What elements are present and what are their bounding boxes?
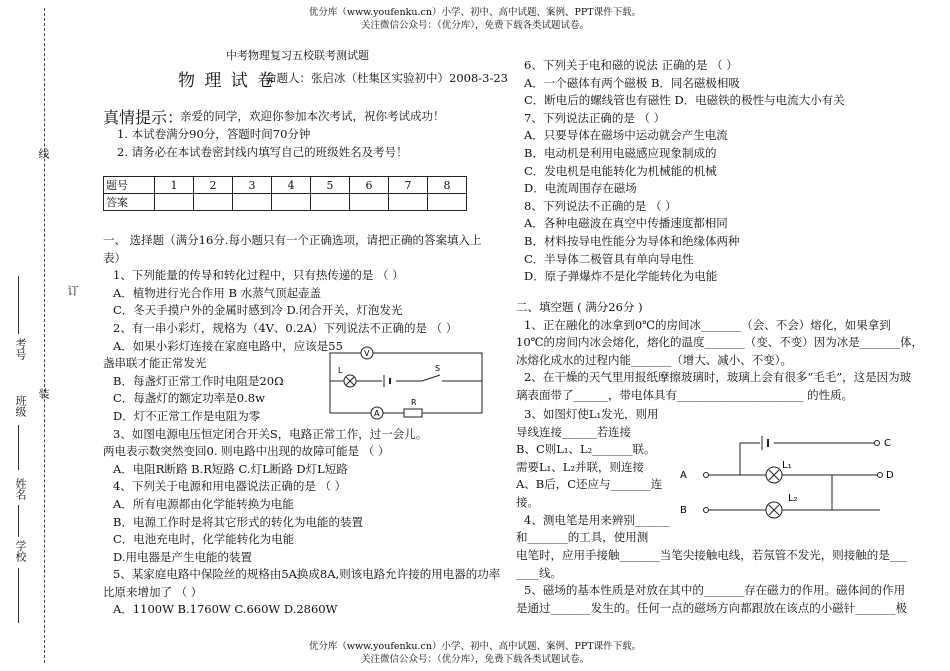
q7-option-c: C．发电机是电能转化为机械能的机械 — [524, 163, 717, 178]
q7-option-d: D．电流周围存在磁场 — [524, 181, 637, 196]
q7-option-a: A．只要导体在磁场中运动就会产生电流 — [524, 128, 728, 143]
fill-q3-line3: B、C则L₁、L₂_______联。 — [516, 442, 656, 457]
fill-q1-line2: 10℃的房间内冰会熔化，熔化的温度_______（变、不变）因为冰是_______体， — [516, 335, 923, 350]
seal-label-ding: 订 — [66, 285, 79, 296]
answer-table-header-row — [104, 177, 467, 194]
header-line-2: 关注微信公众号：（优分库），免费下载各类试题试卷。 — [360, 20, 589, 31]
question-number-2: 2 — [194, 177, 233, 194]
footer-line-2: 关注微信公众号：（优分库），免费下载各类试题试卷。 — [360, 654, 589, 665]
q3-options: A．电阻R断路 B.R短路 C.灯L断路 D灯L短路 — [113, 461, 348, 476]
lamp-l1-label: L₁ — [782, 460, 792, 471]
q4-option-c: C．电池充电时，化学能转化为电能 — [113, 532, 295, 547]
exam-subtitle: 中考物理复习五校联考测试题 — [226, 49, 369, 62]
q5-stem: 5、某家庭电路中保险丝的规格由5A换成8A,则该电路允许接的用电器的功率 — [113, 567, 501, 582]
resistor-symbol — [404, 409, 422, 417]
q5-options: A．1100W B.1760W C.660W D.2860W — [113, 602, 338, 617]
tips-heading: 真情提示： — [103, 108, 184, 127]
q1-stem: 1、下列能量的传导和转化过程中，只有热传递的是 （ ） — [113, 268, 404, 283]
answer-table-row2-label: 答案 — [104, 194, 155, 211]
terminal-a — [704, 473, 709, 478]
answer-cell[interactable] — [311, 194, 350, 211]
question-number-7: 7 — [389, 177, 428, 194]
lamp-label: L — [338, 366, 343, 375]
answer-cell[interactable] — [272, 194, 311, 211]
lamp-l2-label: L₂ — [788, 493, 798, 504]
fill-q3-block — [516, 406, 669, 547]
q7-stem: 7、下列说法正确的是 （ ） — [524, 110, 666, 125]
question-number-6: 6 — [350, 177, 389, 194]
fill-q4-line1: 4、测电笔是用来辨别______ — [524, 512, 670, 527]
footer-notice — [0, 640, 950, 666]
field-label-kaohao: 考号 — [14, 338, 27, 360]
header-line-1: 优分库（www.youfenku.cn）小学、初中、高中试题、案例、PPT课件下载。 — [308, 7, 642, 18]
fill-q3-line6: 接。 — [516, 494, 539, 509]
q6-stem: 6、下列关于电和磁的说法 正确的是 （ ） — [524, 58, 738, 72]
tips-item-1: 1. 本试卷满分90分，答题时间70分钟 — [117, 127, 311, 141]
section1-heading-cont: 表） — [103, 250, 126, 265]
q2-option-b: B．每盏灯正常工作时电阻是20Ω — [113, 373, 284, 388]
q8-option-c: C．半导体二极管具有单向导电性 — [524, 251, 694, 266]
q4-option-b: B．电源工作时是将其它形式的转化为电能的装置 — [113, 514, 363, 529]
q8-option-a: A．各种电磁波在真空中传播速度都相同 — [524, 216, 728, 231]
answer-cell[interactable] — [389, 194, 428, 211]
left-column — [103, 232, 500, 619]
answer-cell[interactable] — [428, 194, 467, 211]
answer-cell[interactable] — [155, 194, 194, 211]
q1-options-cd: C．冬天手摸户外的金属时感到冷 D.闭合开关，灯泡发光 — [113, 303, 403, 318]
q2-option-c: C．每盏灯的额定功率是0.8w — [113, 391, 265, 406]
terminal-c — [875, 441, 880, 446]
fill-q3-line1: 3、如图灯使L₁发光，则用 — [524, 407, 659, 421]
seal-label-xian: 线 — [37, 148, 50, 159]
seal-label-zhuang: 装 — [37, 388, 50, 399]
q3-stem: 3、如图电源电压恒定闭合开关S，电路正常工作，过一会儿。 — [113, 426, 428, 441]
field-line-kaohao[interactable] — [18, 276, 19, 334]
q8-option-d: D．原子弹爆炸不是化学能转化为电能 — [524, 269, 718, 284]
q7-option-b: B．电动机是利用电磁感应现象制成的 — [524, 145, 717, 160]
question-number-4: 4 — [272, 177, 311, 194]
fill-q4-line2: 和_______的工具，使用测 — [516, 530, 649, 545]
q2-option-a-cont: 盏串联才能正常发光 — [103, 356, 207, 371]
field-label-banji: 班级 — [14, 395, 27, 417]
q6-options-cd: C．断电后的螺线管也有磁性 D．电磁铁的极性与电流大小有关 — [524, 93, 845, 108]
circuit-diagram-1 — [322, 343, 492, 423]
q4-option-d: D.用电器是产生电能的装置 — [113, 549, 252, 564]
terminal-b — [704, 508, 709, 513]
answer-table-row1-label: 题号 — [104, 177, 155, 194]
field-label-xuexiao: 学校 — [14, 540, 27, 562]
question-number-8: 8 — [428, 177, 467, 194]
field-label-xingming: 姓名 — [14, 478, 27, 500]
tips-item-2: 2. 请务必在本试卷密封线内填写自己的班级姓名及考号！ — [117, 145, 408, 159]
q1-options-ab: A．植物进行光合作用 B 水蒸气顶起壶盖 — [113, 285, 322, 300]
footer-line-1: 优分库（www.youfenku.cn）小学、初中、高中试题、案例、PPT课件下载。 — [308, 641, 642, 652]
q4-option-a: A．所有电源都由化学能转换为电能 — [113, 496, 294, 511]
resistor-label: R — [411, 398, 417, 407]
q8-option-b: B．材料按导电性能分为导体和绝缘体两种 — [524, 233, 740, 248]
switch-label: S — [435, 364, 441, 373]
exam-author: 命题人：张启冰（杜集区实验初中）2008-3-23 — [265, 71, 508, 85]
q3-stem-cont: 两电表示数突然变回0. 则电路中出现的故障可能是 （ ） — [103, 444, 390, 459]
field-line-xingming[interactable] — [18, 505, 19, 537]
fill-q3-line5: A、B后，C还应与_______连 — [516, 477, 663, 492]
exam-title: 物 理 试 卷 — [178, 71, 277, 91]
question-number-5: 5 — [311, 177, 350, 194]
terminal-a-label: A — [680, 470, 687, 481]
answer-table — [103, 176, 467, 211]
answer-cell[interactable] — [350, 194, 389, 211]
seal-line — [44, 8, 45, 663]
q2-option-a: A．如果小彩灯连接在家庭电路中，应该是55 — [113, 338, 343, 353]
question-number-3: 3 — [233, 177, 272, 194]
terminal-b-label: B — [680, 505, 687, 516]
ammeter-label: A — [374, 409, 380, 418]
section1-heading: 一、 选择题（满分16分.每小题只有一个正确选项，请把正确的答案填入上 — [103, 233, 482, 247]
fill-q5-line1: 5、磁场的基本性质是对放在其中的_______存在磁力的作用。磁体间的作用 — [524, 583, 906, 598]
right-column-fill — [516, 299, 923, 405]
voltmeter-label: V — [364, 349, 370, 358]
fill-q1-line1: 1、正在融化的冰拿到0℃的房间冰_______（会、不会）熔化，如果拿到 — [524, 317, 891, 332]
right-column-mc — [524, 57, 845, 286]
circuit-diagram-2 — [672, 430, 912, 525]
header-notice — [0, 6, 950, 32]
question-number-1: 1 — [155, 177, 194, 194]
terminal-d — [878, 473, 883, 478]
answer-cell[interactable] — [194, 194, 233, 211]
field-line-xuexiao[interactable] — [18, 568, 19, 623]
field-line-banji[interactable] — [18, 425, 19, 470]
q5-stem-cont: 比原来增加了 （ ） — [103, 584, 203, 599]
tips-intro: 亲爱的同学，欢迎你参加本次考试，祝你考试成功！ — [180, 109, 445, 123]
fill-q4-line4: ____线。 — [516, 565, 562, 580]
fill-q5-line2: 是通过_______发生的。任何一点的磁场方向都跟放在该点的小磁针_______极 — [516, 600, 907, 615]
fill-q3-line4: 需要L₁、L₂并联，则连接 — [516, 459, 644, 474]
fill-q2-line1: 2、在干燥的天气里用报纸摩擦玻璃时，玻璃上会有很多“毛毛”，这是因为玻 — [524, 370, 912, 385]
q2-option-d: D．灯不正常工作是电阻为零 — [113, 408, 261, 423]
fill-q2-line2: 璃表面带了______，带电体具有______________________ 的性质。 — [516, 387, 854, 402]
answer-table-answer-row — [104, 194, 467, 211]
terminal-d-label: D — [886, 470, 894, 481]
answer-cell[interactable] — [233, 194, 272, 211]
terminal-c-label: C — [884, 438, 891, 449]
q8-stem: 8、下列说法不正确的是 （ ） — [524, 198, 677, 213]
section2-heading: 二、填空题 ( 满分26分 ) — [516, 300, 643, 314]
q2-stem: 2、有一串小彩灯，规格为（4V、0.2A）下列说法不正确的是 （ ） — [113, 320, 458, 335]
fill-q3-line2: 导线连接______若连接 — [516, 424, 631, 439]
fill-q1-line3: 冰熔化成水的过程内能_______（增大、减小、不变）。 — [516, 352, 792, 367]
q6-options-ab: A．一个磁体有两个磁极 B．同名磁极相吸 — [524, 75, 740, 90]
fill-q4-line3: 电笔时，应用手接触_______当笔尖接触电线，若氖管不发光，则接触的是___ — [516, 548, 907, 562]
right-column-bottom — [516, 547, 907, 617]
q4-stem: 4、下列关于电源和用电器说法正确的是 （ ） — [113, 479, 347, 494]
